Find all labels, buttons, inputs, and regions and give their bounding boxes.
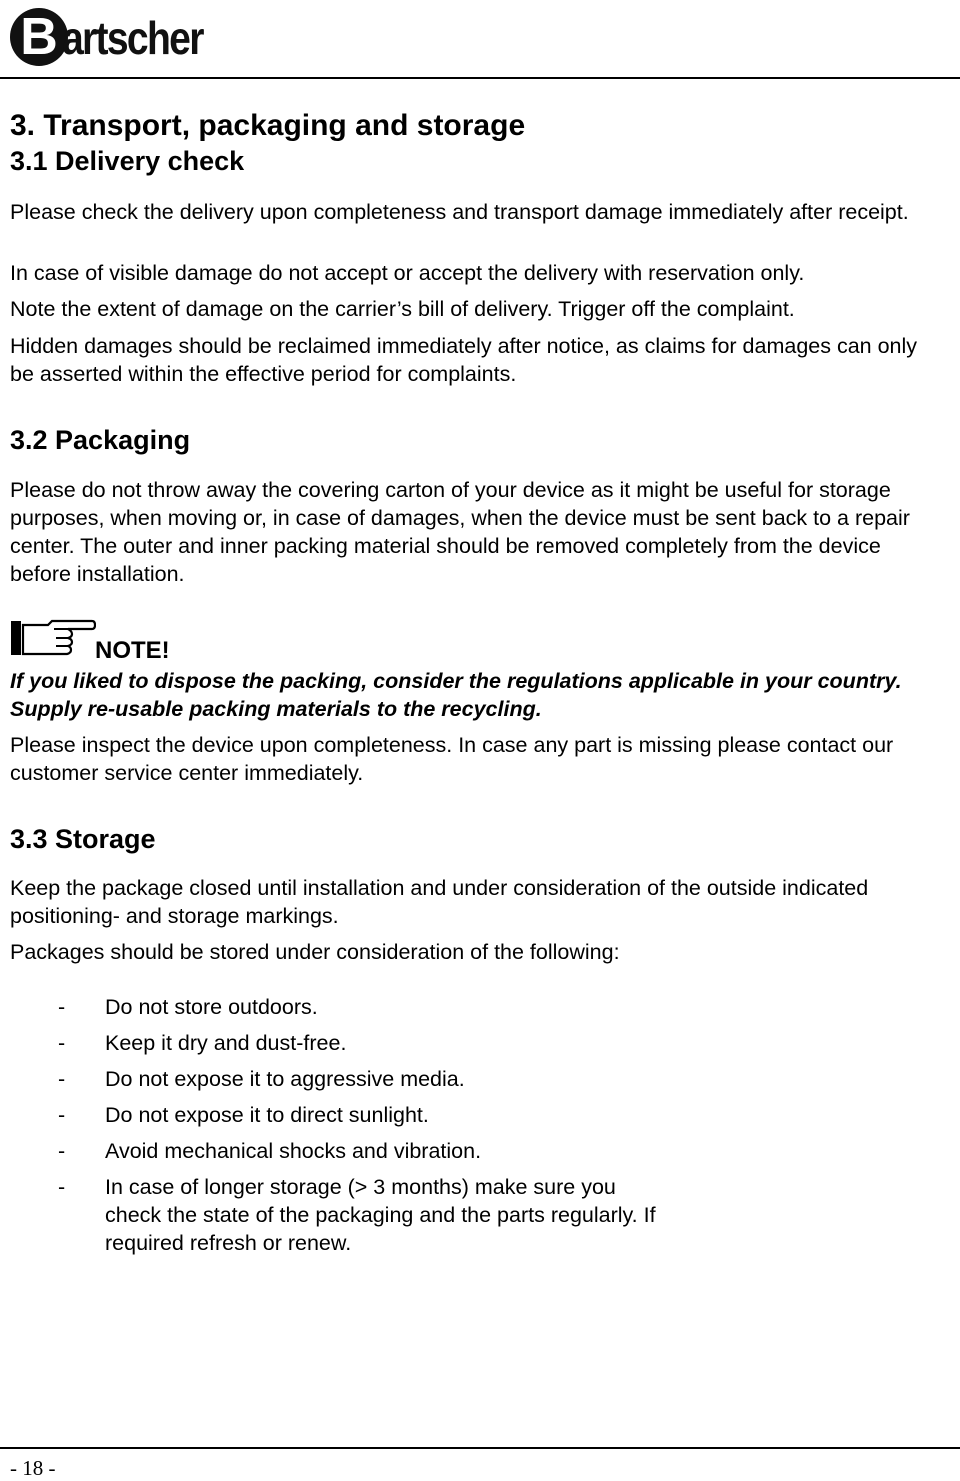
list-item-text: Keep it dry and dust-free. <box>105 1031 347 1055</box>
note-text: If you liked to dispose the packing, consider the regulations applicable in your country. Supply re-usable packing materials to the recycling. <box>10 669 902 721</box>
paragraph: Hidden damages should be reclaimed immediately after notice, as claims for damages can only be asserted within the effective period for complaints. <box>10 334 918 386</box>
section-heading-packaging: 3.2 Packaging <box>10 425 191 455</box>
logo-wordmark: artscher <box>62 12 203 64</box>
brand-logo <box>10 2 240 72</box>
list-item-text: Avoid mechanical shocks and vibration. <box>105 1139 482 1163</box>
section-heading-delivery-check: 3.1 Delivery check <box>10 146 245 176</box>
list-item-text: Do not store outdoors. <box>105 995 318 1019</box>
list-item <box>0 1029 665 1057</box>
list-item-text: Do not expose it to direct sunlight. <box>105 1103 429 1127</box>
note-label: NOTE! <box>95 637 170 664</box>
paragraph: In case of visible damage do not accept or accept the delivery with reservation only. <box>10 261 805 285</box>
paragraph: Please do not throw away the covering carton of your device as it might be useful for storage purposes, when moving or, in case of damages, when the device must be sent back to a repair center. The outer and inner packing material should be removed completely from the device before installation. <box>10 478 910 586</box>
list-item <box>0 1101 665 1129</box>
list-bullet: - <box>58 995 66 1019</box>
pointing-hand-icon <box>10 617 96 659</box>
list-item-text: Do not expose it to aggressive media. <box>105 1067 465 1091</box>
list-item <box>0 993 665 1021</box>
paragraph: Note the extent of damage on the carrier’s bill of delivery. Trigger off the complaint. <box>10 297 795 321</box>
paragraph: Keep the package closed until installation and under consideration of the outside indicated positioning- and storage markings. <box>10 876 869 928</box>
paragraph: Please check the delivery upon completeness and transport damage immediately after receipt. <box>10 200 909 224</box>
paragraph: Please inspect the device upon completeness. In case any part is missing please contact our customer service center immediately. <box>10 733 894 785</box>
logo-initial: B <box>10 8 68 66</box>
header-rule <box>0 77 960 79</box>
list-bullet: - <box>58 1103 66 1127</box>
list-bullet: - <box>58 1175 66 1199</box>
list-bullet: - <box>58 1139 66 1163</box>
footer-rule <box>0 1447 960 1449</box>
storage-conditions-list <box>0 993 960 1265</box>
list-item <box>0 1137 665 1165</box>
list-item <box>0 1173 665 1257</box>
chapter-title: 3. Transport, packaging and storage <box>10 109 526 142</box>
list-bullet: - <box>58 1031 66 1055</box>
list-bullet: - <box>58 1067 66 1091</box>
list-item-text: In case of longer storage (> 3 months) make sure you check the state of the packaging and the parts regularly. If required refresh or renew. <box>105 1175 656 1255</box>
section-heading-storage: 3.3 Storage <box>10 824 156 854</box>
page-number: - 18 - <box>10 1456 56 1480</box>
paragraph: Packages should be stored under consideration of the following: <box>10 940 620 964</box>
list-item <box>0 1065 665 1093</box>
